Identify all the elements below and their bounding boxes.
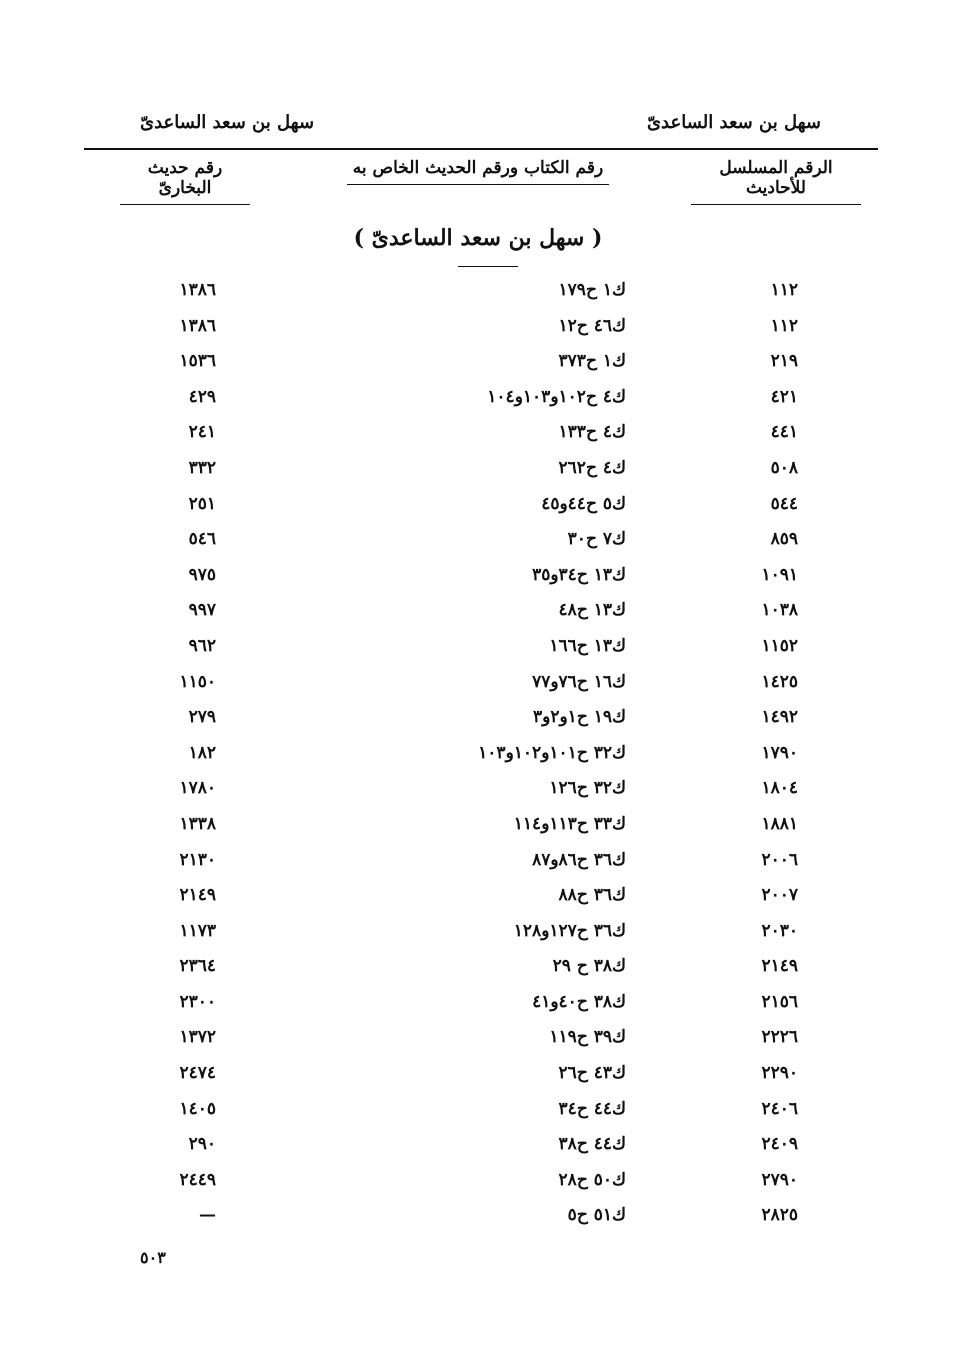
bukhari-number: ١٣٣٨ xyxy=(179,813,216,834)
book-hadith-ref: ك٤٦ ح١٢ xyxy=(558,315,626,336)
bukhari-number: ١٣٨٦ xyxy=(179,280,216,300)
bukhari-number: ٤٢٩ xyxy=(188,386,216,407)
page-number: ٥٠٣ xyxy=(140,1248,166,1267)
bukhari-number: ٢١٤٩ xyxy=(179,885,216,906)
bukhari-number: ٥٤٦ xyxy=(188,529,216,550)
book-hadith-ref: ك١ ح١٧٩ xyxy=(558,280,626,300)
table-row xyxy=(0,917,956,953)
serial-number: ١٧٩٠ xyxy=(761,742,798,763)
running-header-left: سهل بن سعد الساعدىّ xyxy=(140,112,315,133)
bukhari-number: ١٣٨٦ xyxy=(179,315,216,336)
table-body xyxy=(0,276,956,1237)
book-hadith-ref: ك١ ح٣٧٣ xyxy=(558,351,626,372)
column-header-serial xyxy=(691,158,861,205)
book-hadith-ref: ك٣٢ ح١٢٦ xyxy=(549,778,626,799)
bukhari-number: ٢٤٧٤ xyxy=(179,1063,216,1084)
serial-number: ١١٥٢ xyxy=(761,635,798,656)
serial-number: ١٤٩٢ xyxy=(761,707,798,728)
table-row xyxy=(0,1130,956,1166)
book-hadith-ref: ك١٩ ح١و٢و٣ xyxy=(532,707,626,728)
serial-number: ٢٤٠٦ xyxy=(761,1098,798,1119)
bukhari-number: ١٨٢ xyxy=(188,742,216,763)
section-title-rule xyxy=(458,266,518,267)
serial-number: ١٠٣٨ xyxy=(761,600,798,621)
book-hadith-ref: ك١٣ ح٣٤و٣٥ xyxy=(532,564,626,585)
book-hadith-ref: ك٣٦ ح١٢٧و١٢٨ xyxy=(513,920,626,941)
bukhari-number: ١٤٠٥ xyxy=(179,1098,216,1119)
table-row xyxy=(0,383,956,419)
book-hadith-ref: ك٣٨ ح٤٠و٤١ xyxy=(532,991,626,1012)
serial-number: ٢٧٩٠ xyxy=(761,1169,798,1190)
book-hadith-ref: ك٣٨ ح ٢٩ xyxy=(552,956,626,977)
table-row xyxy=(0,490,956,526)
column-header-book xyxy=(347,158,609,185)
serial-number: ٢١٥٦ xyxy=(761,991,798,1012)
table-row xyxy=(0,952,956,988)
bukhari-number: ٣٣٢ xyxy=(188,457,216,478)
book-hadith-ref: ك٣٩ ح١١٩ xyxy=(549,1027,626,1048)
header-rule xyxy=(84,148,878,150)
column-header-bukhari-label: رقم حديث البخارىّ xyxy=(120,158,250,205)
serial-number: ٥٠٨ xyxy=(770,457,798,478)
book-hadith-ref: ك٤ ح١٠٢و١٠٣و١٠٤ xyxy=(487,386,626,407)
serial-number: ٢٠٠٦ xyxy=(761,849,798,870)
bukhari-number: ٢٣٦٤ xyxy=(179,956,216,977)
table-row xyxy=(0,596,956,632)
column-header-serial-label: الرقم المسلسل للأحاديث xyxy=(691,158,861,205)
table-row xyxy=(0,1023,956,1059)
table-row xyxy=(0,561,956,597)
serial-number: ٢٠٠٧ xyxy=(761,885,798,906)
book-hadith-ref: ك٤٣ ح٢٦ xyxy=(558,1063,626,1084)
bukhari-number: ٢٩٠ xyxy=(188,1134,216,1155)
serial-number: ٢١٤٩ xyxy=(761,956,798,977)
bukhari-number: ٢٤٤٩ xyxy=(179,1169,216,1190)
bukhari-number: ٢٧٩ xyxy=(188,707,216,728)
book-hadith-ref: ك٣٦ ح٨٨ xyxy=(558,885,626,906)
serial-number: ٤٤١ xyxy=(770,422,798,443)
serial-number: ١٨٨١ xyxy=(761,813,798,834)
serial-number: ١١٢ xyxy=(770,315,798,336)
serial-number: ٢٢٩٠ xyxy=(761,1063,798,1084)
table-row xyxy=(0,1166,956,1202)
book-hadith-ref: ك٣٣ ح١١٣و١١٤ xyxy=(513,813,626,834)
bukhari-number: ١١٥٠ xyxy=(179,671,216,692)
serial-number: ٢٨٢٥ xyxy=(761,1205,798,1226)
table-row xyxy=(0,988,956,1024)
table-row xyxy=(0,347,956,383)
serial-number: ٢٤٠٩ xyxy=(761,1134,798,1155)
table-row xyxy=(0,276,956,312)
book-hadith-ref: ك١٣ ح٤٨ xyxy=(558,600,626,621)
serial-number: ٢٠٣٠ xyxy=(761,920,798,941)
book-hadith-ref: ك٧ ح٣٠ xyxy=(567,529,626,550)
bukhari-number: ٩٧٥ xyxy=(188,564,216,585)
running-header-right: سهل بن سعد الساعدىّ xyxy=(646,112,821,133)
table-row xyxy=(0,846,956,882)
table-row xyxy=(0,1095,956,1131)
book-hadith-ref: ك١٦ ح٧٦و٧٧ xyxy=(532,671,626,692)
table-row xyxy=(0,525,956,561)
bukhari-number: ١٥٣٦ xyxy=(179,351,216,372)
bukhari-number: ١٣٧٢ xyxy=(179,1027,216,1048)
bukhari-number: ١٧٨٠ xyxy=(179,778,216,799)
book-hadith-ref: ك٥٠ ح٢٨ xyxy=(558,1169,626,1190)
serial-number: ٤٢١ xyxy=(770,386,798,407)
table-row xyxy=(0,810,956,846)
book-hadith-ref: ك٥ ح٤٤و٤٥ xyxy=(541,493,626,514)
table-row xyxy=(0,1059,956,1095)
book-hadith-ref: ك٣٢ ح١٠١و١٠٢و١٠٣ xyxy=(478,742,626,763)
book-hadith-ref: ك٣٦ ح٨٦و٨٧ xyxy=(532,849,626,870)
table-row xyxy=(0,454,956,490)
bukhari-number: ٢٥١ xyxy=(188,493,216,514)
serial-number: ٥٤٤ xyxy=(770,493,798,514)
table-row xyxy=(0,668,956,704)
section-title: ( سهل بن سعد الساعدىّ ) xyxy=(353,225,603,251)
book-hadith-ref: ك٤ ح١٣٣ xyxy=(558,422,626,443)
bukhari-number: ٢٤١ xyxy=(188,422,216,443)
running-header xyxy=(0,112,956,144)
book-hadith-ref: ك٤ ح٢٦٢ xyxy=(558,457,626,478)
column-header-book-label: رقم الكتاب ورقم الحديث الخاص به xyxy=(347,158,609,185)
bukhari-number: ٩٩٧ xyxy=(188,600,216,621)
book-hadith-ref: ك٥١ ح٥ xyxy=(567,1205,626,1226)
serial-number: ٢٢٢٦ xyxy=(761,1027,798,1048)
bukhari-number: ٢١٣٠ xyxy=(179,849,216,870)
table-row xyxy=(0,1201,956,1237)
table-row xyxy=(0,774,956,810)
serial-number: ١٨٠٤ xyxy=(761,778,798,799)
serial-number: ١٤٢٥ xyxy=(761,671,798,692)
table-row xyxy=(0,881,956,917)
bukhari-number: ٢٣٠٠ xyxy=(179,991,216,1012)
table-row xyxy=(0,703,956,739)
table-row xyxy=(0,418,956,454)
table-row xyxy=(0,312,956,348)
table-row xyxy=(0,739,956,775)
book-hadith-ref: ك١٣ ح١٦٦ xyxy=(549,635,626,656)
serial-number: ١٠٩١ xyxy=(761,564,798,585)
bukhari-number: — xyxy=(199,1205,216,1226)
bukhari-number: ١١٧٣ xyxy=(179,920,216,941)
serial-number: ٨٥٩ xyxy=(770,529,798,550)
book-hadith-ref: ك٤٤ ح٣٤ xyxy=(558,1098,626,1119)
table-row xyxy=(0,632,956,668)
column-header-bukhari xyxy=(120,158,250,205)
serial-number: ١١٢ xyxy=(770,280,798,300)
bukhari-number: ٩٦٢ xyxy=(188,635,216,656)
book-hadith-ref: ك٤٤ ح٣٨ xyxy=(558,1134,626,1155)
serial-number: ٢١٩ xyxy=(770,351,798,372)
